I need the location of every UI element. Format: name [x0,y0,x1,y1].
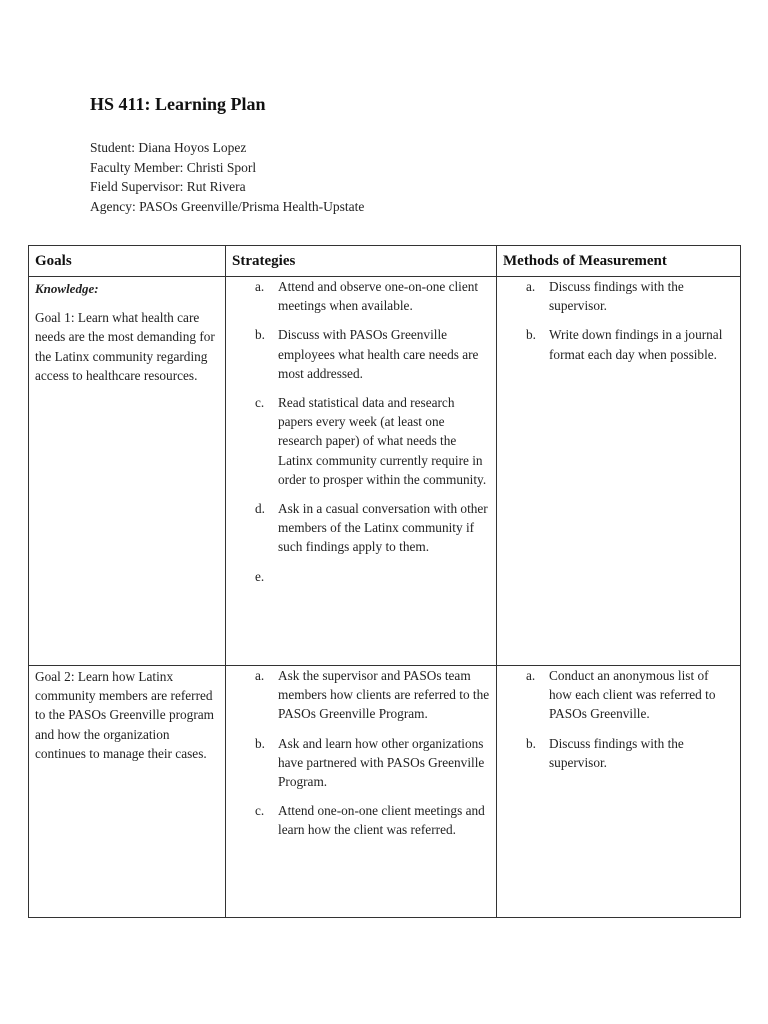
goal-cell [29,666,226,918]
list-item: b. Ask and learn how other organizations have partnered with PASOs Greenville Program. [255,735,485,790]
goal-text: Goal 1: Learn what health care needs are the most demanding for the Latinx community regarding access to healthcare resources. [35,310,215,383]
method-list [497,666,740,772]
goal-text: Goal 2: Learn how Latinx community members are referred to the PASOs Greenville program and how the organization continues to manage their cases. [35,669,214,761]
goal-cell [29,277,226,666]
methods-cell [497,666,741,918]
strategies-cell [226,666,497,918]
list-item: e. [255,568,265,584]
list-item: a. Conduct an anonymous list of how each client was referred to PASOs Greenville. [526,668,716,722]
table-row [29,666,741,918]
list-item: d. Ask in a casual conversation with other members of the Latinx community if such findings apply to them. [255,501,488,555]
methods-cell [497,277,741,666]
faculty-line: Faculty Member: Christi Sporl [90,159,257,175]
supervisor-line: Field Supervisor: Rut Rivera [90,179,246,194]
section-label: Knowledge: [35,281,99,296]
plan-info [90,138,364,216]
header-strategies: Strategies [226,246,497,277]
page-title: HS 411: Learning Plan [90,94,266,114]
list-item: b. Discuss findings with the supervisor. [526,735,684,770]
list-item: c. Attend one-on-one client meetings and learn how the client was referred. [255,803,485,838]
header-methods: Methods of Measurement [497,246,741,277]
list-item: b. Write down findings in a journal format each day when possible. [526,327,723,362]
strategies-cell [226,277,497,666]
strategy-list [226,277,496,586]
strategy-list [226,666,496,840]
student-line: Student: Diana Hoyos Lopez [90,140,247,155]
list-item: a. Attend and observe one-on-one client meetings when available. [255,279,479,314]
learning-plan-table [28,245,741,918]
list-item: a. Ask the supervisor and PASOs team members how clients are referred to the PASOs Greenville Program. [255,668,490,722]
list-item: c. Read statistical data and research papers every week (at least one research paper) of what needs the Latinx community currently require in order to prosper within the community. [255,395,487,487]
list-item: b. Discuss with PASOs Greenville employees what health care needs are most addressed. [255,327,479,381]
method-list [497,277,740,364]
list-item: a. Discuss findings with the supervisor. [526,279,684,314]
table-header-row [29,246,741,277]
agency-line: Agency: PASOs Greenville/Prisma Health-Upstate [90,198,365,214]
table-row [29,277,741,666]
header-goals: Goals [29,246,226,277]
